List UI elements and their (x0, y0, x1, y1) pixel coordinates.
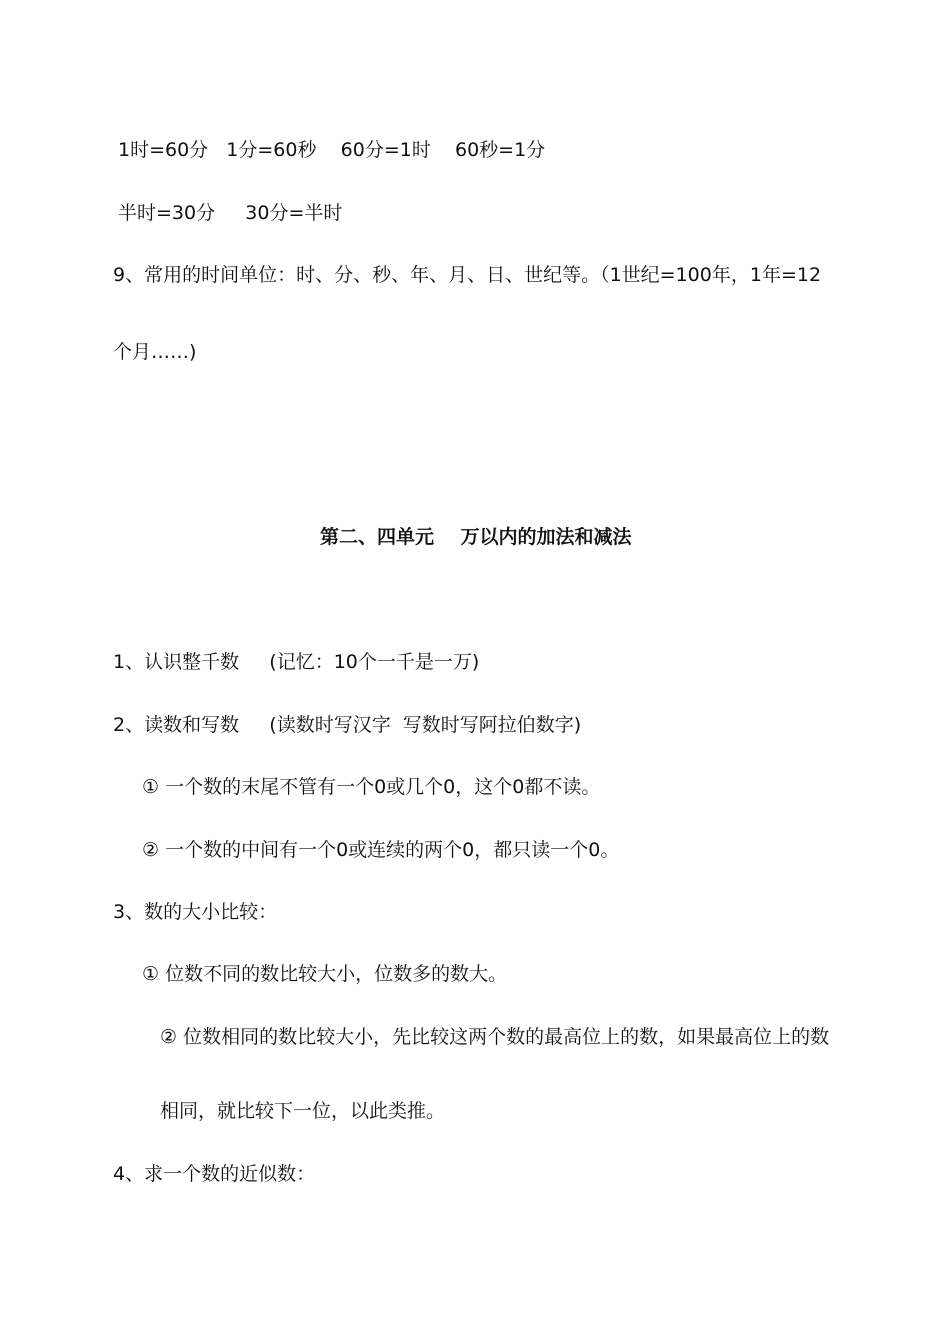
item-3-rule-1: ① 位数不同的数比较大小，位数多的数大。 (142, 963, 508, 985)
time-conversion-line-2: 半时=30分 30分=半时 (118, 202, 343, 224)
item-3-rule-2-continuation: 相同，就比较下一位，以此类推。 (160, 1100, 446, 1122)
item-3-rule-2: ② 位数相同的数比较大小，先比较这两个数的最高位上的数，如果最高位上的数 (160, 1026, 830, 1048)
section-title: 第二、四单元 万以内的加法和减法 (320, 526, 632, 548)
item-1-text: 1、认识整千数 (记忆：10个一千是一万) (113, 651, 480, 673)
item-3-text: 3、数的大小比较： (113, 901, 278, 923)
time-conversion-line-1: 1时=60分 1分=60秒 60分=1时 60秒=1分 (118, 139, 546, 161)
item-9-text: 9、常用的时间单位：时、分、秒、年、月、日、世纪等。（1世纪=100年，1年=12 (113, 264, 822, 286)
item-9-continuation: 个月……) (113, 341, 197, 363)
item-2-rule-1: ① 一个数的末尾不管有一个0或几个0，这个0都不读。 (142, 776, 601, 798)
item-2-text: 2、读数和写数 (读数时写汉字 写数时写阿拉伯数字) (113, 714, 582, 736)
item-2-rule-2: ② 一个数的中间有一个0或连续的两个0，都只读一个0。 (142, 839, 620, 861)
item-4-text: 4、求一个数的近似数： (113, 1163, 316, 1185)
